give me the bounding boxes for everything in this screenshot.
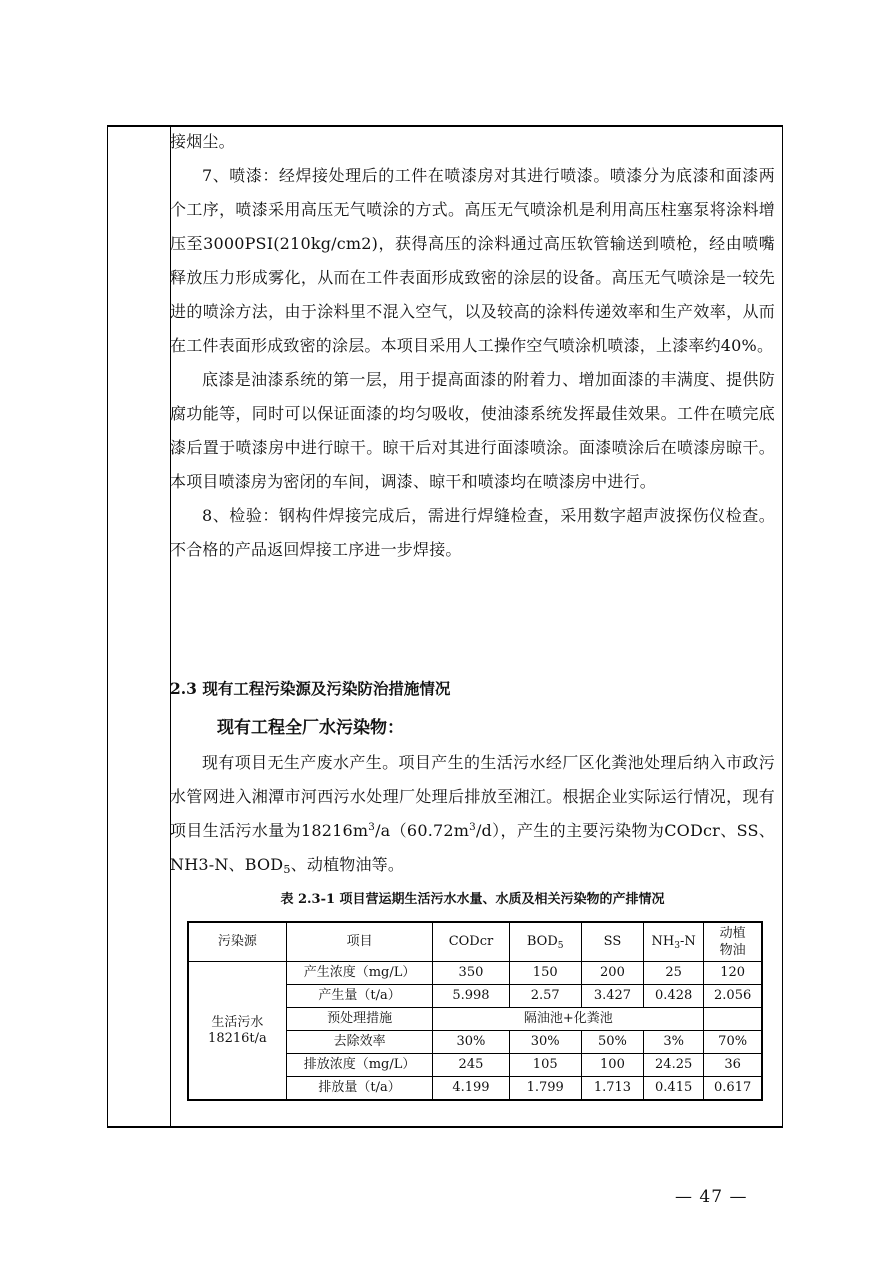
cell-nh3n: 3% <box>644 1031 704 1054</box>
superscript: 3 <box>368 821 376 833</box>
row-item: 预处理措施 <box>286 1008 433 1031</box>
cell-pretreatment: 隔油池+化粪池 <box>433 1008 704 1031</box>
cell-ss: 50% <box>581 1031 643 1054</box>
row-item: 排放浓度（mg/L） <box>286 1054 433 1077</box>
cell-bod: 30% <box>509 1031 581 1054</box>
top-paragraphs <box>170 125 775 567</box>
source-quantity: 18216t/a <box>208 1030 267 1046</box>
paragraph-water-pollutants <box>170 746 775 882</box>
text-part: 现有项目无生产废水产生。项目产生的生活污水经厂区化粪池处理后纳入市政污水管网进入湘潭市河西污水处理厂处理后排放至湘江。根据企业实际运行情况，现有项目生活污水量为18216m <box>170 753 775 840</box>
cell-ss: 100 <box>581 1054 643 1077</box>
header-bod-sub: 5 <box>557 941 564 951</box>
header-cod: CODcr <box>433 922 509 962</box>
text-part: 、动植物油等。 <box>290 855 405 874</box>
cell-nh3n: 0.415 <box>644 1077 704 1101</box>
header-nh3n <box>644 922 704 962</box>
header-item: 项目 <box>286 922 433 962</box>
cell-oil: 120 <box>704 962 762 985</box>
cell-cod: 30% <box>433 1031 509 1054</box>
paragraph-primer: 底漆是油漆系统的第一层，用于提高面漆的附着力、增加面漆的丰满度、提供防腐功能等，同时可以保证面漆的均匀吸收，使油漆系统发挥最佳效果。工件在喷完底漆后置于喷漆房中进行晾干。晾干后对其进行面漆喷涂。面漆喷涂后在喷漆房晾干。本项目喷漆房为密闭的车间，调漆、晾干和喷漆均在喷漆房中进行。 <box>170 370 775 491</box>
content-area <box>170 125 775 1095</box>
header-nh-tail: -N <box>680 934 696 949</box>
cell-nh3n: 0.428 <box>644 985 704 1008</box>
cell-ss: 3.427 <box>581 985 643 1008</box>
paragraph-spray-painting: 7、喷漆：经焊接处理后的工件在喷漆房对其进行喷漆。喷漆分为底漆和面漆两个工序，喷漆采用高压无气喷涂的方式。高压无气喷涂机是利用高压柱塞泵将涂料增压至3000PSI(210kg/cm2)，获得高压的涂料通过高压软管输送到喷枪，经由喷嘴释放压力形成雾化，从而在工件表面形成致密的涂层的设备。高压无气喷涂是一较先进的喷涂方法，由于涂料里不混入空气，以及较高的涂料传递效率和生产效率，从而在工件表面形成致密的涂层。本项目采用人工操作空气喷涂机喷漆，上漆率约40%。 <box>170 166 775 355</box>
header-bod <box>509 922 581 962</box>
cell-oil <box>704 1008 762 1031</box>
cell-oil: 2.056 <box>704 985 762 1008</box>
header-ss: SS <box>581 922 643 962</box>
header-oil-text: 动植物油 <box>719 926 746 958</box>
header-nh-sub: 3 <box>674 941 681 951</box>
cell-ss: 1.713 <box>581 1077 643 1101</box>
cell-oil: 36 <box>704 1054 762 1077</box>
cell-nh3n: 24.25 <box>644 1054 704 1077</box>
cell-cod: 5.998 <box>433 985 509 1008</box>
table-row <box>188 962 762 985</box>
cell-bod: 105 <box>509 1054 581 1077</box>
source-name: 生活污水 <box>211 1014 264 1030</box>
cell-nh3n: 25 <box>644 962 704 985</box>
cell-bod: 1.799 <box>509 1077 581 1101</box>
cell-cod: 4.199 <box>433 1077 509 1101</box>
header-nh-main: NH <box>651 934 675 949</box>
header-source: 污染源 <box>188 922 286 962</box>
cell-ss: 200 <box>581 962 643 985</box>
cell-oil: 70% <box>704 1031 762 1054</box>
paragraph-continuation: 接烟尘。 <box>170 132 235 151</box>
text-part: /d），产生的主要污染物为CODcr、SS、NH3-N、BOD <box>170 821 775 874</box>
row-item: 去除效率 <box>286 1031 433 1054</box>
row-item: 产生量（t/a） <box>286 985 433 1008</box>
section-title: 2.3 现有工程污染源及污染防治措施情况 <box>170 679 451 698</box>
water-pollutant-paragraph-block <box>170 746 775 882</box>
cell-bod: 2.57 <box>509 985 581 1008</box>
cell-bod: 150 <box>509 962 581 985</box>
paragraph-inspection: 8、检验：钢构件焊接完成后，需进行焊缝检查，采用数字超声波探伤仪检查。不合格的产品返回焊接工序进一步焊接。 <box>170 506 775 559</box>
subscript: 5 <box>283 863 291 876</box>
header-bod-main: BOD <box>526 934 558 949</box>
header-oil <box>704 922 762 962</box>
cell-oil: 0.617 <box>704 1077 762 1101</box>
cell-cod: 350 <box>433 962 509 985</box>
row-item: 排放量（t/a） <box>286 1077 433 1101</box>
superscript: 3 <box>469 821 476 833</box>
table-header-row <box>188 922 762 962</box>
page-number: — 47 — <box>675 1187 748 1207</box>
source-cell <box>188 962 286 1101</box>
pollutant-table <box>187 921 763 1101</box>
text-part: /a（60.72m <box>375 821 470 840</box>
row-item: 产生浓度（mg/L） <box>286 962 433 985</box>
table-caption: 表 2.3-1 项目营运期生活污水水量、水质及相关污染物的产排情况 <box>280 892 665 907</box>
cell-cod: 245 <box>433 1054 509 1077</box>
sub-title: 现有工程全厂水污染物： <box>217 718 404 738</box>
